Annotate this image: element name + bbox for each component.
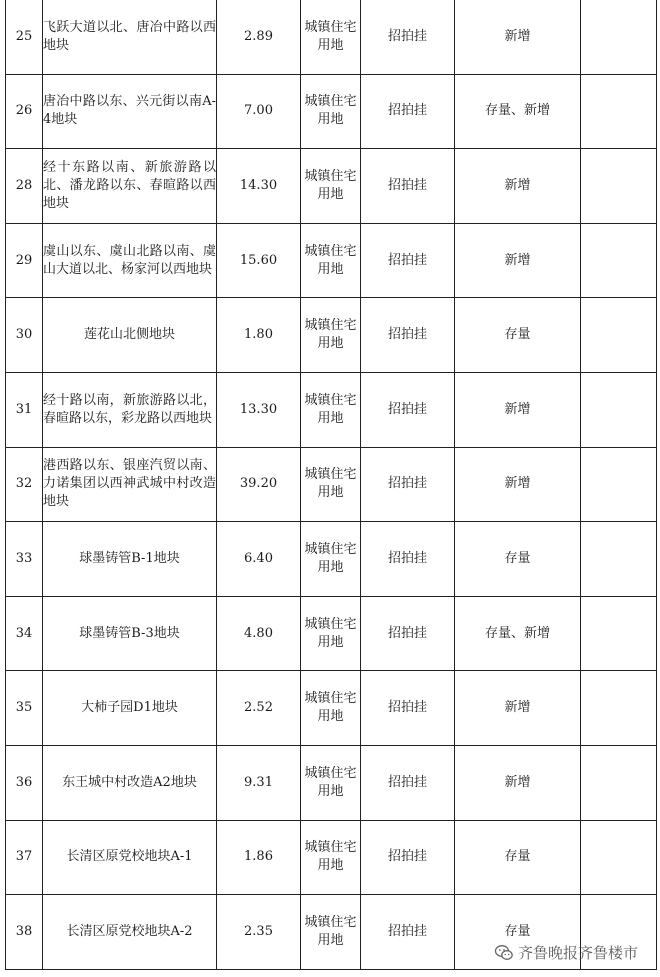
table-row bbox=[6, 671, 657, 746]
parcel-category-text: 存量 bbox=[504, 327, 531, 343]
supply-method-text: 招拍挂 bbox=[387, 625, 427, 641]
supply-method bbox=[361, 671, 455, 746]
row-number-text: 34 bbox=[15, 625, 33, 641]
row-number-text: 33 bbox=[15, 550, 33, 566]
supply-method-text: 招拍挂 bbox=[387, 28, 427, 44]
parcel-name-text: 经十路以南，新旅游路以北，春暄路以东，彩龙路以西地块 bbox=[43, 392, 216, 426]
land-use-type-text: 城镇住宅用地 bbox=[304, 840, 357, 874]
parcel-category-text: 新增 bbox=[504, 401, 531, 417]
land-use-type bbox=[301, 671, 361, 746]
row-number-text: 35 bbox=[15, 700, 33, 716]
parcel-name-text: 长清区原党校地块A-2 bbox=[66, 923, 193, 939]
land-use-type bbox=[301, 820, 361, 895]
land-use-type-text: 城镇住宅用地 bbox=[304, 541, 357, 575]
parcel-name bbox=[43, 820, 217, 895]
row-number-text: 38 bbox=[15, 923, 33, 939]
watermark-text: 齐鲁晚报齐鲁楼市 bbox=[517, 944, 638, 962]
parcel-category bbox=[455, 820, 581, 895]
supply-method bbox=[361, 522, 455, 597]
parcel-area-text: 7.00 bbox=[244, 103, 273, 119]
row-number bbox=[6, 745, 43, 820]
parcel-category bbox=[455, 223, 581, 298]
parcel-name-text: 东王城中村改造A2地块 bbox=[62, 774, 197, 790]
land-use-type-text: 城镇住宅用地 bbox=[304, 392, 357, 426]
table-row bbox=[6, 596, 657, 671]
row-number bbox=[6, 298, 43, 373]
parcel-category bbox=[455, 0, 581, 74]
parcel-name bbox=[43, 0, 217, 74]
parcel-category-text: 新增 bbox=[504, 177, 531, 193]
land-use-type bbox=[301, 745, 361, 820]
parcel-category-text: 存量、新增 bbox=[484, 625, 550, 641]
parcel-area bbox=[217, 447, 301, 522]
parcel-category-text: 新增 bbox=[504, 476, 531, 492]
parcel-name bbox=[43, 671, 217, 746]
row-number bbox=[6, 895, 43, 970]
parcel-name-text: 经十东路以南、新旅游路以北、潘龙路以东、春暄路以西地块 bbox=[43, 159, 216, 211]
table-row bbox=[6, 74, 657, 149]
remarks-cell bbox=[581, 522, 657, 597]
parcel-area bbox=[217, 671, 301, 746]
parcel-name-text: 莲花山北侧地块 bbox=[83, 327, 175, 343]
row-number bbox=[6, 149, 43, 224]
land-use-type-text: 城镇住宅用地 bbox=[304, 168, 357, 202]
parcel-area bbox=[217, 522, 301, 597]
table-row bbox=[6, 372, 657, 447]
supply-method bbox=[361, 0, 455, 74]
land-use-type bbox=[301, 0, 361, 74]
parcel-name bbox=[43, 522, 217, 597]
parcel-area bbox=[217, 74, 301, 149]
land-use-type bbox=[301, 372, 361, 447]
table-row bbox=[6, 223, 657, 298]
row-number-text: 37 bbox=[15, 849, 33, 865]
land-use-type bbox=[301, 223, 361, 298]
land-use-type bbox=[301, 447, 361, 522]
land-parcel-table bbox=[5, 0, 657, 970]
supply-method-text: 招拍挂 bbox=[387, 774, 427, 790]
parcel-area-text: 9.31 bbox=[244, 774, 273, 790]
row-number bbox=[6, 522, 43, 597]
parcel-name bbox=[43, 745, 217, 820]
supply-method bbox=[361, 596, 455, 671]
table-row bbox=[6, 149, 657, 224]
supply-method-text: 招拍挂 bbox=[387, 923, 427, 939]
parcel-category-text: 新增 bbox=[504, 28, 531, 44]
supply-method-text: 招拍挂 bbox=[387, 401, 427, 417]
parcel-category-text: 存量 bbox=[504, 923, 531, 939]
watermark bbox=[494, 942, 638, 963]
parcel-name-text: 长清区原党校地块A-1 bbox=[66, 849, 193, 865]
row-number-text: 29 bbox=[15, 252, 33, 268]
parcel-area bbox=[217, 820, 301, 895]
supply-method-text: 招拍挂 bbox=[387, 550, 427, 566]
supply-method bbox=[361, 372, 455, 447]
row-number bbox=[6, 596, 43, 671]
parcel-name-text: 球墨铸管B-3地块 bbox=[79, 625, 180, 641]
remarks-cell bbox=[581, 372, 657, 447]
parcel-name-text: 大柿子园D1地块 bbox=[81, 700, 178, 716]
parcel-category-text: 存量 bbox=[504, 550, 531, 566]
parcel-area-text: 2.35 bbox=[244, 923, 273, 939]
table-row bbox=[6, 820, 657, 895]
wechat-icon bbox=[494, 943, 514, 963]
remarks-cell bbox=[581, 745, 657, 820]
row-number bbox=[6, 671, 43, 746]
parcel-area bbox=[217, 596, 301, 671]
parcel-area bbox=[217, 745, 301, 820]
land-use-type-text: 城镇住宅用地 bbox=[304, 691, 357, 725]
land-use-type-text: 城镇住宅用地 bbox=[304, 914, 357, 948]
table-body bbox=[6, 0, 657, 969]
supply-method-text: 招拍挂 bbox=[387, 252, 427, 268]
supply-method-text: 招拍挂 bbox=[387, 103, 427, 119]
row-number-text: 36 bbox=[15, 774, 33, 790]
remarks-cell bbox=[581, 149, 657, 224]
parcel-name bbox=[43, 895, 217, 970]
parcel-area bbox=[217, 372, 301, 447]
parcel-category bbox=[455, 149, 581, 224]
parcel-name-text: 球墨铸管B-1地块 bbox=[79, 550, 180, 566]
supply-method-text: 招拍挂 bbox=[387, 177, 427, 193]
row-number bbox=[6, 372, 43, 447]
parcel-area-text: 15.60 bbox=[239, 252, 278, 268]
parcel-category bbox=[455, 671, 581, 746]
parcel-category bbox=[455, 745, 581, 820]
supply-method bbox=[361, 149, 455, 224]
supply-method-text: 招拍挂 bbox=[387, 849, 427, 865]
parcel-name bbox=[43, 596, 217, 671]
row-number-text: 31 bbox=[15, 401, 33, 417]
parcel-category-text: 新增 bbox=[504, 774, 531, 790]
parcel-name bbox=[43, 74, 217, 149]
parcel-name bbox=[43, 447, 217, 522]
table-row bbox=[6, 522, 657, 597]
row-number-text: 25 bbox=[15, 28, 33, 44]
parcel-name-text: 飞跃大道以北、唐冶中路以西地块 bbox=[43, 19, 216, 53]
remarks-cell bbox=[581, 223, 657, 298]
supply-method-text: 招拍挂 bbox=[387, 327, 427, 343]
parcel-name bbox=[43, 298, 217, 373]
remarks-cell bbox=[581, 820, 657, 895]
parcel-area bbox=[217, 0, 301, 74]
parcel-category-text: 新增 bbox=[504, 700, 531, 716]
supply-method-text: 招拍挂 bbox=[387, 700, 427, 716]
land-use-type-text: 城镇住宅用地 bbox=[304, 243, 357, 277]
parcel-area bbox=[217, 223, 301, 298]
remarks-cell bbox=[581, 596, 657, 671]
parcel-area-text: 1.86 bbox=[244, 849, 273, 865]
land-use-type bbox=[301, 298, 361, 373]
parcel-area-text: 14.30 bbox=[239, 177, 278, 193]
row-number-text: 32 bbox=[15, 476, 33, 492]
land-use-type bbox=[301, 149, 361, 224]
remarks-cell bbox=[581, 298, 657, 373]
land-use-type-text: 城镇住宅用地 bbox=[304, 616, 357, 650]
row-number-text: 26 bbox=[15, 103, 33, 119]
parcel-category bbox=[455, 447, 581, 522]
row-number bbox=[6, 223, 43, 298]
row-number bbox=[6, 74, 43, 149]
land-use-type-text: 城镇住宅用地 bbox=[304, 94, 357, 128]
parcel-area-text: 6.40 bbox=[244, 550, 273, 566]
parcel-area bbox=[217, 149, 301, 224]
remarks-cell bbox=[581, 74, 657, 149]
parcel-category-text: 存量 bbox=[504, 849, 531, 865]
land-use-type bbox=[301, 522, 361, 597]
land-use-type bbox=[301, 895, 361, 970]
supply-method bbox=[361, 745, 455, 820]
supply-method bbox=[361, 223, 455, 298]
supply-method bbox=[361, 895, 455, 970]
supply-method bbox=[361, 74, 455, 149]
parcel-area-text: 1.80 bbox=[244, 327, 273, 343]
remarks-cell bbox=[581, 0, 657, 74]
table-row bbox=[6, 298, 657, 373]
parcel-category-text: 存量、新增 bbox=[484, 103, 550, 119]
table-row bbox=[6, 0, 657, 74]
row-number bbox=[6, 447, 43, 522]
parcel-name-text: 港西路以东、银座汽贸以南、力诺集团以西神武城中村改造地块 bbox=[43, 458, 216, 510]
supply-method-text: 招拍挂 bbox=[387, 476, 427, 492]
parcel-area bbox=[217, 895, 301, 970]
parcel-area-text: 4.80 bbox=[244, 625, 273, 641]
parcel-category bbox=[455, 522, 581, 597]
parcel-name bbox=[43, 223, 217, 298]
parcel-area-text: 2.89 bbox=[244, 28, 273, 44]
land-use-type-text: 城镇住宅用地 bbox=[304, 19, 357, 53]
parcel-category-text: 新增 bbox=[504, 252, 531, 268]
supply-method bbox=[361, 820, 455, 895]
land-use-type bbox=[301, 596, 361, 671]
row-number-text: 30 bbox=[15, 327, 33, 343]
remarks-cell bbox=[581, 447, 657, 522]
land-use-type bbox=[301, 74, 361, 149]
land-use-type-text: 城镇住宅用地 bbox=[304, 318, 357, 352]
parcel-name bbox=[43, 149, 217, 224]
parcel-name-text: 唐冶中路以东、兴元街以南A-4地块 bbox=[43, 94, 216, 128]
land-use-type-text: 城镇住宅用地 bbox=[304, 765, 357, 799]
parcel-area-text: 39.20 bbox=[239, 476, 278, 492]
supply-method bbox=[361, 298, 455, 373]
remarks-cell bbox=[581, 671, 657, 746]
parcel-category bbox=[455, 596, 581, 671]
row-number-text: 28 bbox=[15, 177, 33, 193]
parcel-name-text: 虞山以东、虞山北路以南、虞山大道以北、杨家河以西地块 bbox=[43, 243, 216, 277]
parcel-area-text: 2.52 bbox=[244, 700, 273, 716]
parcel-name bbox=[43, 372, 217, 447]
supply-method bbox=[361, 447, 455, 522]
parcel-category bbox=[455, 74, 581, 149]
parcel-area-text: 13.30 bbox=[239, 401, 278, 417]
row-number bbox=[6, 0, 43, 74]
parcel-category bbox=[455, 298, 581, 373]
land-use-type-text: 城镇住宅用地 bbox=[304, 467, 357, 501]
table-row bbox=[6, 447, 657, 522]
table-row bbox=[6, 745, 657, 820]
row-number bbox=[6, 820, 43, 895]
parcel-area bbox=[217, 298, 301, 373]
parcel-category bbox=[455, 372, 581, 447]
